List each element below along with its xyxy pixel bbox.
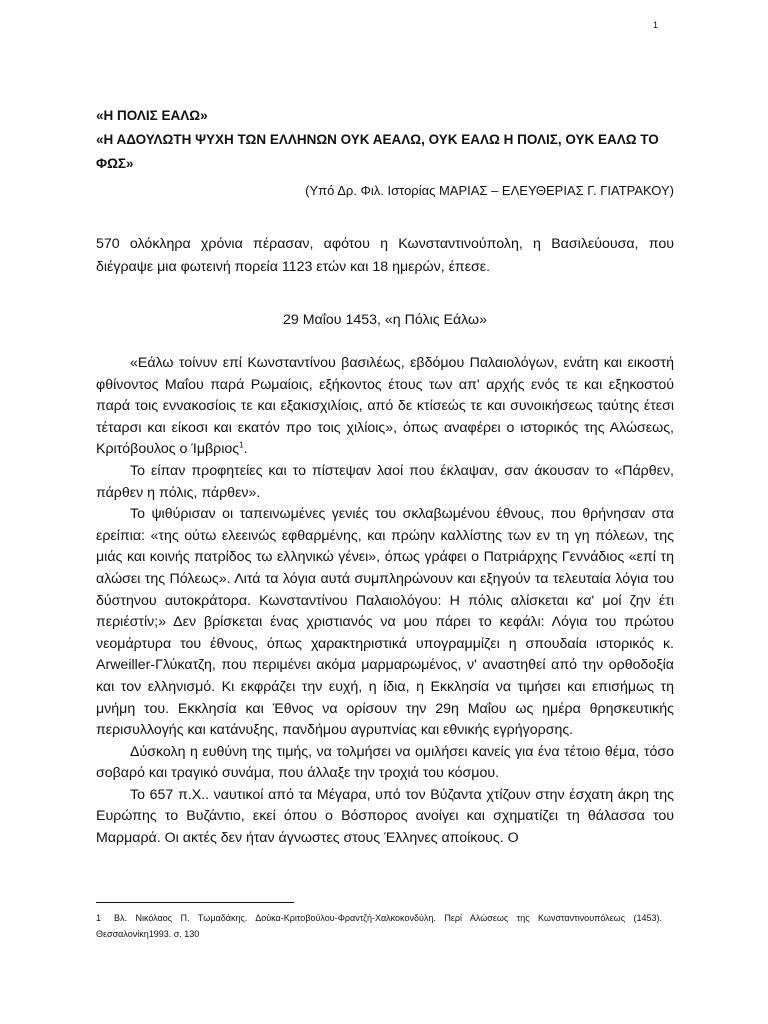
title-line-1: «Η ΠΟΛΙΣ ΕΑΛΩ» <box>96 108 208 123</box>
footnote-text: Βλ. Νικόλαος Π. Τωμαδάκης. Δούκα-Κριτοβούλου-Φραντζή-Χαλκοκονδύλη. Περί Αλώσεως της Κωνσταντινουπόλεως (1453). Θεσσαλονίκη1993. σ. 130 <box>96 913 662 939</box>
paragraph-4: Δύσκολη η ευθύνη της τιμής, να τολμήσει να ομιλήσει κανείς για ένα τέτοιο θέμα, τόσο σοβαρό και τραγικό συνάμα, που άλλαξε την τροχιά του κόσμου. <box>96 743 674 782</box>
footnote-reference[interactable]: 1 <box>239 440 244 450</box>
date-heading: 29 Μαΐου 1453, «η Πόλις Εάλω» <box>282 312 488 328</box>
paragraph-5: Το 657 π.Χ.. ναυτικοί από τα Μέγαρα, υπό τον Βύζαντα χτίζουν στην έσχατη άκρη της Ευρώπης το Βυζάντιο, εκεί όπου ο Βόσπορος ανοίγει και σχηματίζει τη θάλασσα του Μαρμαρά. Οι ακτές δεν ήταν άγνωστες στους Έλληνες αποίκους. Ο <box>96 786 674 847</box>
author-byline: (Υπό Δρ. Φιλ. Ιστορίας ΜΑΡΙΑΣ – ΕΛΕΥΘΕΡΙΑΣ Γ. ΓΙΑΤΡΑΚΟΥ) <box>305 183 674 198</box>
paragraph-1 <box>96 353 674 461</box>
footnote-mark: 1 <box>96 913 102 923</box>
intro-paragraph: 570 ολόκληρα χρόνια πέρασαν, αφότου η Κωνσταντινούπολη, η Βασιλεύουσα, που διέγραψε μια φωτεινή πορεία 1123 ετών και 18 ημερών, έπεσε. <box>96 236 674 275</box>
footnote-separator <box>96 902 294 903</box>
paragraph-1-text: «Εάλω τοίνυν επί Κωνσταντίνου βασιλέως, εβδόμου Παλαιολόγων, ενάτη και εικοστή φθίνοντος Μαΐου παρά Ρωμαίοις, εξήκοντος έτους των απ' αρχής ενός τε και εξηκοστού παρά τοις εννακοσίοις τε και εξακισχιλίοις, από δε κτίσεώς τε και συνοικήσεως ταύτης έτεσι τέταρσι και είκοσι και εκατόν προ τοις χιλίοις», όπως αναφέρει ο ιστορικός της Αλώσεως, Κριτόβουλος ο Ίμβριος <box>96 355 674 458</box>
title-line-2: «Η ΑΔΟΥΛΩΤΗ ΨΥΧΗ ΤΩΝ ΕΛΛΗΝΩΝ ΟΥΚ ΑΕΑΛΩ, ΟΥΚ ΕΑΛΩ Η ΠΟΛΙΣ, ΟΥΚ ΕΑΛΩ ΤΟ ΦΩΣ» <box>96 132 659 171</box>
footnote <box>96 910 662 942</box>
page-number: 1 <box>652 20 658 30</box>
paragraph-2: Το είπαν προφητείες και το πίστεψαν λαοί που έκλαψαν, σαν άκουσαν το «Πάρθεν, πάρθεν η πόλις, πάρθεν». <box>96 462 674 501</box>
paragraph-3: Το ψιθύρισαν οι ταπεινωμένες γενιές του σκλαβωμένου έθνους, που θρήνησαν στα ερείπια: «της ούτω ελεεινώς εφθαρμένης, και πρώην καλλίστης των εν τη γη πόλεων, της μιάς και κοινής πατρίδος τω ελληνικώ γένει», όπως γράφει ο Πατριάρχης Γεννάδιος «επί τη αλώσει της Πόλεως». Λιτά τα λόγια αυτά συμπληρώνουν και εξηγούν τα τελευταία λόγια του δύστηνου αυτοκράτορα. Κωνσταντίνου Παλαιολόγου: Η πόλις αλίσκεται κα' μοί ζην έτι περιέστίν;» Δεν βρίσκεται ένας χριστιανός να μου πάρει το κεφάλι: Λόγια του πρώτου νεομάρτυρα του έθνους, όπως χαρακτηριστικά υπογραμμίζει η σπουδαία ιστορικός κ. Arweiller-Γλύκατζη, που περιμένει ακόμα μαρμαρωμένος, ν' αναστηθεί από την ορθοδοξία και τον ελληνισμό. Κι εκφράζει την ευχή, η ίδια, η Εκκλησία να τιμήσει και επισήμως τη μνήμη του. Εκκλησία και Έθνος να ορίσουν την 29η Μαΐου ως ημέρα θρησκευτικής περισυλλογής και κατάνυξης, πανδήμου αγρυπνίας και εθνικής εγρήγορσης. <box>96 506 674 739</box>
paragraph-1-end: . <box>243 441 248 458</box>
body-text <box>96 353 674 850</box>
